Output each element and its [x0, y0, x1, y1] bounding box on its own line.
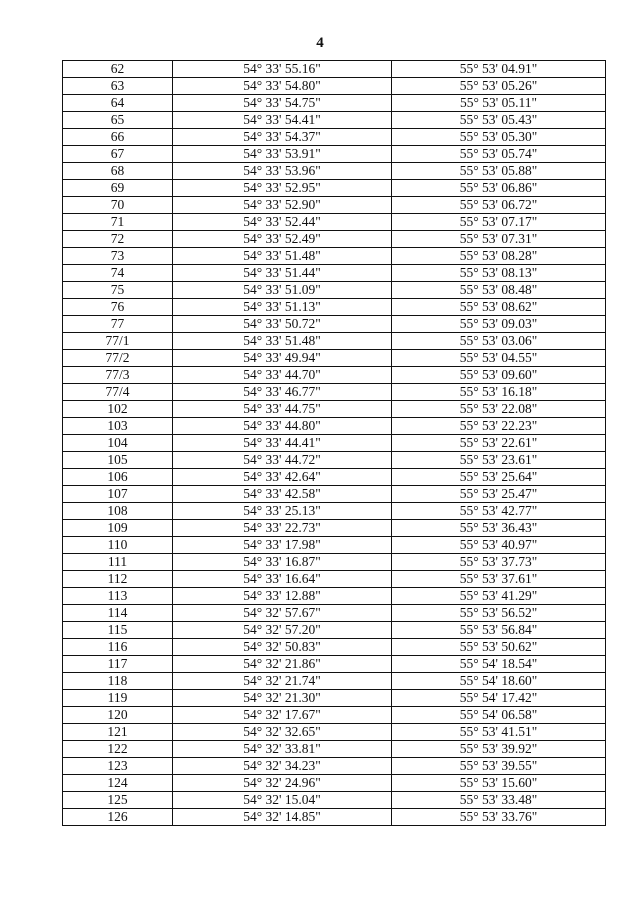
latitude-cell: 54° 32' 57.20" — [173, 622, 392, 639]
longitude-cell: 55° 54' 17.42" — [392, 690, 606, 707]
table-row — [63, 418, 606, 435]
point-number-cell: 110 — [63, 537, 173, 554]
latitude-cell: 54° 33' 44.41" — [173, 435, 392, 452]
latitude-cell: 54° 32' 33.81" — [173, 741, 392, 758]
latitude-cell: 54° 32' 17.67" — [173, 707, 392, 724]
table-row — [63, 741, 606, 758]
table-row — [63, 622, 606, 639]
latitude-cell: 54° 33' 51.48" — [173, 333, 392, 350]
table-row — [63, 180, 606, 197]
longitude-cell: 55° 54' 06.58" — [392, 707, 606, 724]
point-number-cell: 104 — [63, 435, 173, 452]
longitude-cell: 55° 53' 08.28" — [392, 248, 606, 265]
longitude-cell: 55° 53' 06.86" — [392, 180, 606, 197]
latitude-cell: 54° 32' 50.83" — [173, 639, 392, 656]
table-row — [63, 95, 606, 112]
table-row — [63, 401, 606, 418]
table-row — [63, 231, 606, 248]
point-number-cell: 70 — [63, 197, 173, 214]
latitude-cell: 54° 33' 52.90" — [173, 197, 392, 214]
longitude-cell: 55° 53' 40.97" — [392, 537, 606, 554]
table-row — [63, 248, 606, 265]
longitude-cell: 55° 53' 04.55" — [392, 350, 606, 367]
table-row — [63, 197, 606, 214]
latitude-cell: 54° 33' 12.88" — [173, 588, 392, 605]
point-number-cell: 111 — [63, 554, 173, 571]
point-number-cell: 77 — [63, 316, 173, 333]
point-number-cell: 77/3 — [63, 367, 173, 384]
point-number-cell: 122 — [63, 741, 173, 758]
table-row — [63, 758, 606, 775]
latitude-cell: 54° 33' 55.16" — [173, 61, 392, 78]
table-row — [63, 656, 606, 673]
point-number-cell: 126 — [63, 809, 173, 826]
table-row — [63, 588, 606, 605]
point-number-cell: 74 — [63, 265, 173, 282]
table-row — [63, 792, 606, 809]
longitude-cell: 55° 53' 05.43" — [392, 112, 606, 129]
table-row — [63, 520, 606, 537]
point-number-cell: 112 — [63, 571, 173, 588]
point-number-cell: 119 — [63, 690, 173, 707]
table-row — [63, 129, 606, 146]
latitude-cell: 54° 33' 44.80" — [173, 418, 392, 435]
longitude-cell: 55° 53' 25.47" — [392, 486, 606, 503]
table-row — [63, 333, 606, 350]
point-number-cell: 68 — [63, 163, 173, 180]
longitude-cell: 55° 53' 15.60" — [392, 775, 606, 792]
table-row — [63, 503, 606, 520]
latitude-cell: 54° 33' 54.37" — [173, 129, 392, 146]
point-number-cell: 103 — [63, 418, 173, 435]
longitude-cell: 55° 53' 06.72" — [392, 197, 606, 214]
latitude-cell: 54° 33' 51.44" — [173, 265, 392, 282]
point-number-cell: 118 — [63, 673, 173, 690]
page-number: 4 — [316, 35, 324, 51]
latitude-cell: 54° 33' 52.95" — [173, 180, 392, 197]
table-row — [63, 673, 606, 690]
point-number-cell: 123 — [63, 758, 173, 775]
point-number-cell: 117 — [63, 656, 173, 673]
table-row — [63, 282, 606, 299]
latitude-cell: 54° 32' 34.23" — [173, 758, 392, 775]
table-row — [63, 316, 606, 333]
point-number-cell: 76 — [63, 299, 173, 316]
point-number-cell: 75 — [63, 282, 173, 299]
longitude-cell: 55° 53' 05.74" — [392, 146, 606, 163]
point-number-cell: 124 — [63, 775, 173, 792]
longitude-cell: 55° 53' 37.73" — [392, 554, 606, 571]
point-number-cell: 64 — [63, 95, 173, 112]
latitude-cell: 54° 33' 22.73" — [173, 520, 392, 537]
longitude-cell: 55° 53' 08.48" — [392, 282, 606, 299]
longitude-cell: 55° 53' 05.26" — [392, 78, 606, 95]
point-number-cell: 109 — [63, 520, 173, 537]
coordinates-table-body — [63, 61, 606, 826]
point-number-cell: 71 — [63, 214, 173, 231]
latitude-cell: 54° 33' 46.77" — [173, 384, 392, 401]
point-number-cell: 114 — [63, 605, 173, 622]
point-number-cell: 77/2 — [63, 350, 173, 367]
point-number-cell: 115 — [63, 622, 173, 639]
point-number-cell: 108 — [63, 503, 173, 520]
table-row — [63, 452, 606, 469]
latitude-cell: 54° 33' 54.80" — [173, 78, 392, 95]
table-row — [63, 707, 606, 724]
point-number-cell: 113 — [63, 588, 173, 605]
table-row — [63, 809, 606, 826]
latitude-cell: 54° 33' 44.72" — [173, 452, 392, 469]
table-row — [63, 486, 606, 503]
table-row — [63, 554, 606, 571]
longitude-cell: 55° 53' 41.29" — [392, 588, 606, 605]
longitude-cell: 55° 53' 37.61" — [392, 571, 606, 588]
longitude-cell: 55° 53' 07.31" — [392, 231, 606, 248]
longitude-cell: 55° 53' 39.92" — [392, 741, 606, 758]
table-row — [63, 367, 606, 384]
latitude-cell: 54° 32' 15.04" — [173, 792, 392, 809]
point-number-cell: 66 — [63, 129, 173, 146]
latitude-cell: 54° 33' 52.49" — [173, 231, 392, 248]
latitude-cell: 54° 33' 50.72" — [173, 316, 392, 333]
longitude-cell: 55° 53' 33.48" — [392, 792, 606, 809]
latitude-cell: 54° 33' 51.48" — [173, 248, 392, 265]
point-number-cell: 121 — [63, 724, 173, 741]
latitude-cell: 54° 33' 53.96" — [173, 163, 392, 180]
table-row — [63, 163, 606, 180]
latitude-cell: 54° 32' 32.65" — [173, 724, 392, 741]
longitude-cell: 55° 53' 39.55" — [392, 758, 606, 775]
longitude-cell: 55° 53' 25.64" — [392, 469, 606, 486]
latitude-cell: 54° 33' 44.70" — [173, 367, 392, 384]
table-row — [63, 112, 606, 129]
point-number-cell: 62 — [63, 61, 173, 78]
point-number-cell: 77/1 — [63, 333, 173, 350]
latitude-cell: 54° 32' 21.30" — [173, 690, 392, 707]
table-row — [63, 605, 606, 622]
longitude-cell: 55° 53' 33.76" — [392, 809, 606, 826]
longitude-cell: 55° 53' 03.06" — [392, 333, 606, 350]
latitude-cell: 54° 33' 42.58" — [173, 486, 392, 503]
latitude-cell: 54° 33' 51.13" — [173, 299, 392, 316]
point-number-cell: 105 — [63, 452, 173, 469]
point-number-cell: 106 — [63, 469, 173, 486]
longitude-cell: 55° 53' 50.62" — [392, 639, 606, 656]
longitude-cell: 55° 53' 42.77" — [392, 503, 606, 520]
latitude-cell: 54° 33' 49.94" — [173, 350, 392, 367]
table-row — [63, 571, 606, 588]
table-row — [63, 299, 606, 316]
point-number-cell: 102 — [63, 401, 173, 418]
latitude-cell: 54° 33' 52.44" — [173, 214, 392, 231]
longitude-cell: 55° 53' 05.88" — [392, 163, 606, 180]
latitude-cell: 54° 33' 16.87" — [173, 554, 392, 571]
table-row — [63, 78, 606, 95]
table-row — [63, 435, 606, 452]
latitude-cell: 54° 33' 54.75" — [173, 95, 392, 112]
point-number-cell: 69 — [63, 180, 173, 197]
point-number-cell: 72 — [63, 231, 173, 248]
latitude-cell: 54° 32' 21.86" — [173, 656, 392, 673]
latitude-cell: 54° 32' 57.67" — [173, 605, 392, 622]
point-number-cell: 73 — [63, 248, 173, 265]
longitude-cell: 55° 53' 22.08" — [392, 401, 606, 418]
table-row — [63, 724, 606, 741]
longitude-cell: 55° 53' 04.91" — [392, 61, 606, 78]
longitude-cell: 55° 53' 08.13" — [392, 265, 606, 282]
latitude-cell: 54° 32' 24.96" — [173, 775, 392, 792]
table-row — [63, 775, 606, 792]
table-row — [63, 146, 606, 163]
longitude-cell: 55° 53' 08.62" — [392, 299, 606, 316]
latitude-cell: 54° 33' 25.13" — [173, 503, 392, 520]
table-row — [63, 639, 606, 656]
point-number-cell: 107 — [63, 486, 173, 503]
longitude-cell: 55° 53' 56.52" — [392, 605, 606, 622]
longitude-cell: 55° 54' 18.60" — [392, 673, 606, 690]
longitude-cell: 55° 53' 23.61" — [392, 452, 606, 469]
latitude-cell: 54° 33' 17.98" — [173, 537, 392, 554]
latitude-cell: 54° 33' 16.64" — [173, 571, 392, 588]
longitude-cell: 55° 53' 56.84" — [392, 622, 606, 639]
longitude-cell: 55° 53' 09.60" — [392, 367, 606, 384]
table-row — [63, 214, 606, 231]
latitude-cell: 54° 33' 44.75" — [173, 401, 392, 418]
point-number-cell: 120 — [63, 707, 173, 724]
latitude-cell: 54° 33' 42.64" — [173, 469, 392, 486]
longitude-cell: 55° 54' 18.54" — [392, 656, 606, 673]
longitude-cell: 55° 53' 22.23" — [392, 418, 606, 435]
point-number-cell: 77/4 — [63, 384, 173, 401]
longitude-cell: 55° 53' 09.03" — [392, 316, 606, 333]
coordinates-table — [62, 60, 606, 826]
longitude-cell: 55° 53' 41.51" — [392, 724, 606, 741]
latitude-cell: 54° 32' 21.74" — [173, 673, 392, 690]
point-number-cell: 67 — [63, 146, 173, 163]
table-row — [63, 690, 606, 707]
table-row — [63, 537, 606, 554]
longitude-cell: 55° 53' 22.61" — [392, 435, 606, 452]
longitude-cell: 55° 53' 36.43" — [392, 520, 606, 537]
longitude-cell: 55° 53' 16.18" — [392, 384, 606, 401]
point-number-cell: 65 — [63, 112, 173, 129]
table-row — [63, 61, 606, 78]
table-row — [63, 469, 606, 486]
table-row — [63, 350, 606, 367]
latitude-cell: 54° 33' 51.09" — [173, 282, 392, 299]
longitude-cell: 55° 53' 07.17" — [392, 214, 606, 231]
latitude-cell: 54° 33' 54.41" — [173, 112, 392, 129]
longitude-cell: 55° 53' 05.11" — [392, 95, 606, 112]
point-number-cell: 63 — [63, 78, 173, 95]
point-number-cell: 116 — [63, 639, 173, 656]
point-number-cell: 125 — [63, 792, 173, 809]
longitude-cell: 55° 53' 05.30" — [392, 129, 606, 146]
table-row — [63, 265, 606, 282]
table-row — [63, 384, 606, 401]
latitude-cell: 54° 33' 53.91" — [173, 146, 392, 163]
latitude-cell: 54° 32' 14.85" — [173, 809, 392, 826]
